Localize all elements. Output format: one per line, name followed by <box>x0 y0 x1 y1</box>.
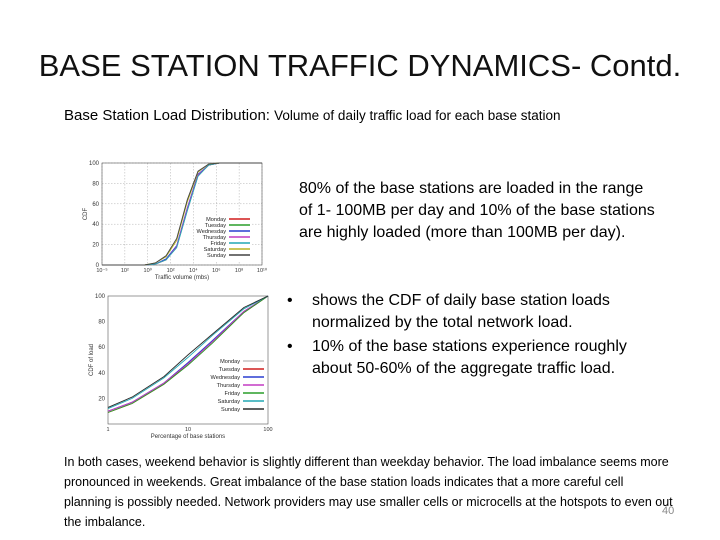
page-number: 40 <box>662 505 675 517</box>
bullet-item <box>287 336 667 380</box>
x-tick-label: 10² <box>166 268 175 274</box>
load-cdf-chart <box>80 288 280 443</box>
y-tick-label: 20 <box>92 242 99 249</box>
x-tick-label: 10⁰ <box>143 268 152 274</box>
y-tick-label: 40 <box>98 370 105 377</box>
x-axis-label: Traffic volume (mbs) <box>154 275 210 281</box>
legend-label: Thursday <box>202 235 226 241</box>
slide-subtitle <box>64 104 624 128</box>
y-tick-label: 60 <box>98 345 105 352</box>
x-tick-label: 10⁸ <box>234 268 244 274</box>
y-axis-label: CDF <box>83 207 89 221</box>
legend-label: Wednesday <box>196 229 226 235</box>
bullet-item <box>287 290 667 334</box>
traffic-volume-cdf-chart <box>80 155 270 290</box>
y-tick-label: 100 <box>88 161 99 167</box>
load-cdf-svg <box>80 288 280 443</box>
bullet-list <box>287 290 667 382</box>
y-tick-label: 80 <box>98 319 105 326</box>
y-tick-label: 40 <box>92 222 99 229</box>
x-tick-label: 100 <box>263 427 273 433</box>
x-tick-label: 10¹⁰ <box>256 268 268 274</box>
legend-label: Monday <box>220 359 240 365</box>
legend-label: Tuesday <box>204 223 226 229</box>
traffic-volume-cdf-svg <box>80 155 270 290</box>
bullet-marker: • <box>287 292 293 309</box>
legend-label: Tuesday <box>218 367 240 373</box>
y-tick-label: 60 <box>92 201 99 208</box>
subtitle-lead: Base Station Load Distribution: <box>64 107 270 124</box>
bullet-text: shows the CDF of daily base station loads normalized by the total network load. <box>312 292 610 331</box>
slide-title: BASE STATION TRAFFIC DYNAMICS- Contd. <box>38 48 682 83</box>
legend-label: Sunday <box>221 407 240 413</box>
subtitle-rest: Volume of daily traffic load for each base station <box>274 108 561 123</box>
legend-label: Monday <box>206 217 226 223</box>
legend-label: Friday <box>224 391 240 397</box>
y-tick-label: 100 <box>94 294 105 300</box>
y-tick-label: 80 <box>92 181 99 188</box>
x-tick-label: 10 <box>184 427 192 433</box>
legend-label: Saturday <box>217 399 240 405</box>
x-tick-label: 1 <box>106 427 110 433</box>
y-tick-label: 0 <box>95 263 99 269</box>
bullet-marker: • <box>287 338 293 355</box>
legend-label: Thursday <box>216 383 240 389</box>
summary-paragraph: 80% of the base stations are loaded in the range of 1- 100MB per day and 10% of the base stations are highly loaded (more than 100MB per day). <box>299 180 655 241</box>
x-tick-label: 10⁶ <box>212 268 221 274</box>
y-tick-label: 20 <box>98 396 105 403</box>
y-axis-label: CDF of load <box>89 343 95 377</box>
legend-label: Sunday <box>207 253 226 259</box>
footer-note: In both cases, weekend behavior is slightly different than weekday behavior. The load imbalance seems more pronounced in weekends. Great imbalance of the base station loads indicates that a more careful cell planning is possibly needed. Network providers may use smaller cells or microcells at the hotspots to even out the imbalance. <box>64 455 673 529</box>
x-tick-label: 10⁴ <box>189 268 198 274</box>
x-tick-label: 10⁻⁵ <box>96 268 108 274</box>
legend-label: Wednesday <box>210 375 240 381</box>
bullet-text: 10% of the base stations experience roughly about 50-60% of the aggregate traffic load. <box>312 338 627 377</box>
legend-label: Saturday <box>203 247 226 253</box>
x-tick-label: 10² <box>120 268 129 274</box>
x-axis-label: Percentage of base stations <box>150 434 226 440</box>
legend-label: Friday <box>210 241 226 247</box>
